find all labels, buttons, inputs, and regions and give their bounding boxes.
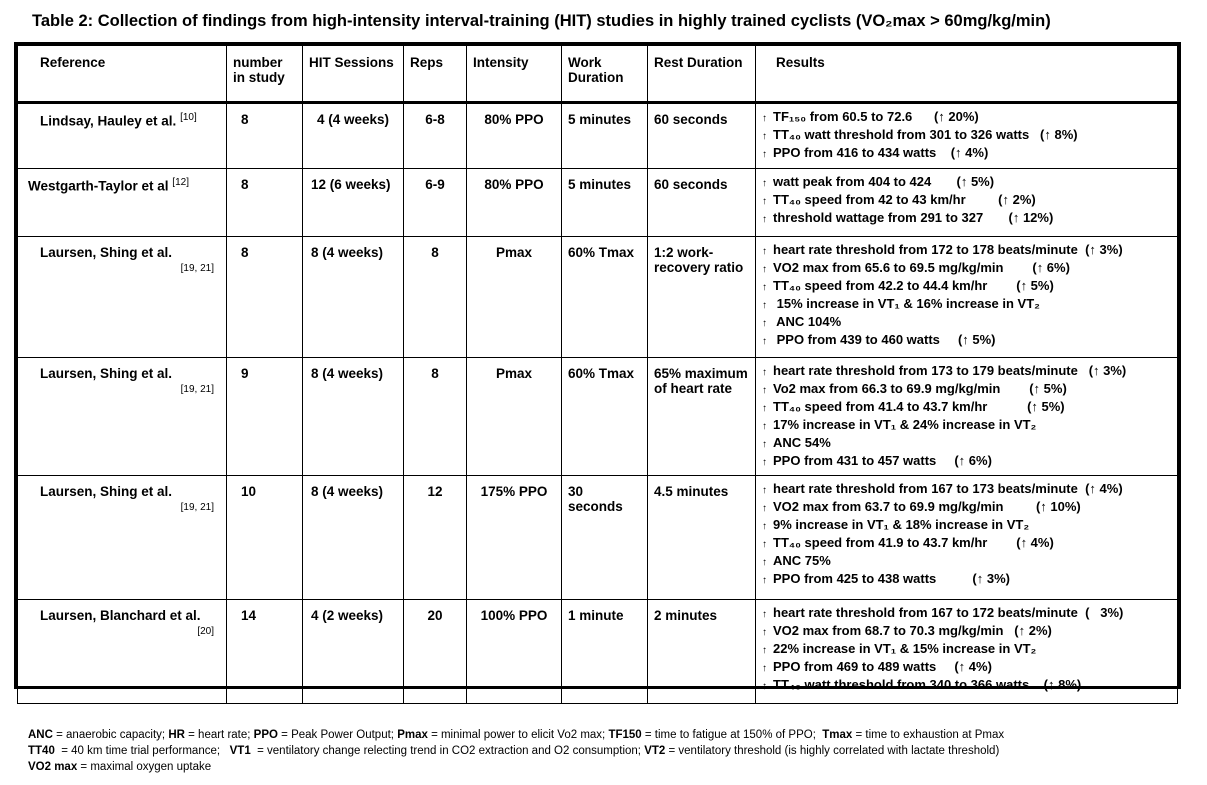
cell-work-duration: 5 minutes [562, 103, 648, 169]
result-text: threshold wattage from 291 to 327 (↑ 12%) [773, 210, 1054, 225]
cell-sessions: 12 (6 weeks) [303, 169, 404, 237]
up-arrow-icon: ↑ [762, 627, 767, 638]
header-work-duration: Work Duration [562, 46, 648, 103]
cell-sessions: 8 (4 weeks) [303, 237, 404, 358]
result-item [762, 174, 1171, 192]
cell-sessions: 4 (4 weeks) [303, 103, 404, 169]
cell-number: 8 [227, 169, 303, 237]
up-arrow-icon: ↑ [762, 403, 767, 414]
result-item [762, 145, 1171, 163]
legend-definition: = 40 km time trial performance; [54, 745, 230, 757]
result-text: TT₄₀ speed from 42.2 to 44.4 km/hr (↑ 5%) [773, 278, 1054, 293]
result-text: PPO from 416 to 434 watts (↑ 4%) [773, 145, 989, 160]
cell-results [756, 103, 1178, 169]
result-item [762, 381, 1171, 399]
legend-term: HR [168, 729, 185, 741]
up-arrow-icon: ↑ [762, 457, 767, 468]
header-intensity: Intensity [467, 46, 562, 103]
cell-results [756, 600, 1178, 704]
up-arrow-icon: ↑ [762, 557, 767, 568]
result-item [762, 278, 1171, 296]
cell-intensity: 175% PPO [467, 476, 562, 600]
legend-definition: = ventilatory change relecting trend in CO2 extraction and O2 consumption; [250, 745, 645, 757]
result-text: 15% increase in VT₁ & 16% increase in VT₂ [773, 296, 1040, 311]
cell-results [756, 358, 1178, 476]
result-item [762, 605, 1171, 623]
legend-definition: = heart rate; [184, 729, 254, 741]
result-item [762, 127, 1171, 145]
header-row [18, 46, 1178, 103]
cell-work-duration: 30 seconds [562, 476, 648, 600]
result-item [762, 453, 1171, 471]
header-reference: Reference [18, 46, 227, 103]
up-arrow-icon: ↑ [762, 645, 767, 656]
cell-reference [18, 600, 227, 704]
cell-rest-duration: 60 seconds [648, 103, 756, 169]
result-text: TT₄₀ watt threshold from 301 to 326 watts (↑ 8%) [773, 127, 1078, 142]
cell-intensity: 100% PPO [467, 600, 562, 704]
cell-intensity: Pmax [467, 237, 562, 358]
cell-reference [18, 103, 227, 169]
table-row [18, 169, 1178, 237]
legend-term: VT2 [644, 745, 666, 757]
up-arrow-icon: ↑ [762, 439, 767, 450]
up-arrow-icon: ↑ [762, 521, 767, 532]
legend-term: PPO [253, 729, 278, 741]
cell-sessions: 4 (2 weeks) [303, 600, 404, 704]
result-item [762, 417, 1171, 435]
result-text: heart rate threshold from 172 to 178 beats/minute (↑ 3%) [773, 242, 1123, 257]
legend-line-2 [28, 743, 1198, 759]
up-arrow-icon: ↑ [762, 149, 767, 160]
result-item [762, 553, 1171, 571]
cell-reps: 12 [404, 476, 467, 600]
legend-term: TT40 [28, 745, 55, 757]
table-title: Table 2: Collection of findings from high-intensity interval-training (HIT) studies in highly trained cyclists (VO₂max > 60mg/kg/min) [32, 12, 1051, 30]
citation: [12] [172, 177, 189, 188]
up-arrow-icon: ↑ [762, 282, 767, 293]
cell-sessions: 8 (4 weeks) [303, 476, 404, 600]
result-text: watt peak from 404 to 424 (↑ 5%) [773, 174, 995, 189]
cell-reps: 6-9 [404, 169, 467, 237]
result-text: TT₄₀ watt threshold from 340 to 366 watts (↑ 8%) [773, 677, 1082, 692]
result-item [762, 399, 1171, 417]
cell-reps: 8 [404, 237, 467, 358]
result-text: TT₄₀ speed from 41.9 to 43.7 km/hr (↑ 4%) [773, 535, 1054, 550]
table-row [18, 358, 1178, 476]
up-arrow-icon: ↑ [762, 178, 767, 189]
cell-number: 8 [227, 103, 303, 169]
citation: [10] [180, 112, 197, 123]
legend-definition: = maximal oxygen uptake [77, 761, 212, 773]
result-item [762, 677, 1171, 695]
legend-line-1 [28, 727, 1198, 743]
cell-reps: 6-8 [404, 103, 467, 169]
up-arrow-icon: ↑ [762, 300, 767, 311]
up-arrow-icon: ↑ [762, 385, 767, 396]
up-arrow-icon: ↑ [762, 503, 767, 514]
result-item [762, 363, 1171, 381]
legend-definition: = time to exhaustion at Pmax [852, 729, 1005, 741]
legend-term: Tmax [822, 729, 853, 741]
cell-work-duration: 60% Tmax [562, 237, 648, 358]
header-sessions: HIT Sessions [303, 46, 404, 103]
legend-term: VT1 [229, 745, 251, 757]
table-row [18, 600, 1178, 704]
cell-results [756, 169, 1178, 237]
legend-definition: = time to fatigue at 150% of PPO; [641, 729, 823, 741]
result-item [762, 192, 1171, 210]
up-arrow-icon: ↑ [762, 246, 767, 257]
citation: [20] [197, 626, 214, 637]
cell-rest-duration: 1:2 work-recovery ratio [648, 237, 756, 358]
cell-sessions: 8 (4 weeks) [303, 358, 404, 476]
table-legend [28, 727, 1198, 775]
result-item [762, 435, 1171, 453]
legend-term: VO2 max [28, 761, 78, 773]
result-item [762, 109, 1171, 127]
cell-reference [18, 169, 227, 237]
reference-text: Westgarth-Taylor et al [28, 178, 169, 194]
cell-work-duration: 5 minutes [562, 169, 648, 237]
citation: [19, 21] [180, 263, 214, 274]
result-text: ANC 54% [773, 435, 831, 450]
legend-term: TF150 [608, 729, 642, 741]
result-text: TT₄₀ speed from 42 to 43 km/hr (↑ 2%) [773, 192, 1036, 207]
cell-rest-duration: 2 minutes [648, 600, 756, 704]
result-item [762, 296, 1171, 314]
header-number: number in study [227, 46, 303, 103]
cell-number: 14 [227, 600, 303, 704]
result-text: PPO from 425 to 438 watts (↑ 3%) [773, 571, 1010, 586]
cell-intensity: 80% PPO [467, 103, 562, 169]
result-text: 9% increase in VT₁ & 18% increase in VT₂ [773, 517, 1030, 532]
up-arrow-icon: ↑ [762, 421, 767, 432]
result-text: ANC 75% [773, 553, 831, 568]
up-arrow-icon: ↑ [762, 663, 767, 674]
legend-term: Pmax [397, 729, 428, 741]
up-arrow-icon: ↑ [762, 609, 767, 620]
up-arrow-icon: ↑ [762, 113, 767, 124]
result-item [762, 641, 1171, 659]
citation: [19, 21] [180, 384, 214, 395]
up-arrow-icon: ↑ [762, 575, 767, 586]
legend-definition: = Peak Power Output; [277, 729, 398, 741]
cell-rest-duration: 4.5 minutes [648, 476, 756, 600]
up-arrow-icon: ↑ [762, 681, 767, 692]
header-rest-duration: Rest Duration [648, 46, 756, 103]
legend-line-3 [28, 759, 1198, 775]
result-text: VO2 max from 68.7 to 70.3 mg/kg/min (↑ 2%) [773, 623, 1052, 638]
reference-text: Laursen, Shing et al. [40, 484, 173, 499]
cell-intensity: 80% PPO [467, 169, 562, 237]
header-results: Results [756, 46, 1178, 103]
result-text: heart rate threshold from 167 to 172 beats/minute ( 3%) [773, 605, 1124, 620]
cell-reference [18, 358, 227, 476]
up-arrow-icon: ↑ [762, 336, 767, 347]
cell-reference [18, 476, 227, 600]
up-arrow-icon: ↑ [762, 539, 767, 550]
up-arrow-icon: ↑ [762, 131, 767, 142]
result-item [762, 571, 1171, 589]
table-row [18, 237, 1178, 358]
cell-results [756, 237, 1178, 358]
cell-work-duration: 1 minute [562, 600, 648, 704]
result-text: heart rate threshold from 173 to 179 beats/minute (↑ 3%) [773, 363, 1127, 378]
result-text: PPO from 469 to 489 watts (↑ 4%) [773, 659, 992, 674]
result-item [762, 332, 1171, 350]
result-item [762, 260, 1171, 278]
cell-reps: 8 [404, 358, 467, 476]
cell-number: 10 [227, 476, 303, 600]
result-text: 22% increase in VT₁ & 15% increase in VT₂ [773, 641, 1037, 656]
up-arrow-icon: ↑ [762, 367, 767, 378]
result-text: TT₄₀ speed from 41.4 to 43.7 km/hr (↑ 5%) [773, 399, 1065, 414]
up-arrow-icon: ↑ [762, 264, 767, 275]
cell-number: 9 [227, 358, 303, 476]
up-arrow-icon: ↑ [762, 318, 767, 329]
result-text: VO2 max from 63.7 to 69.9 mg/kg/min (↑ 10%) [773, 499, 1081, 514]
table-row [18, 103, 1178, 169]
result-item [762, 210, 1171, 228]
cell-intensity: Pmax [467, 358, 562, 476]
result-text: heart rate threshold from 167 to 173 beats/minute (↑ 4%) [773, 481, 1123, 496]
reference-text: Laursen, Blanchard et al. [40, 608, 201, 623]
reference-text: Laursen, Shing et al. [40, 245, 173, 260]
result-text: Vo2 max from 66.3 to 69.9 mg/kg/min (↑ 5%) [773, 381, 1067, 396]
result-item [762, 659, 1171, 677]
up-arrow-icon: ↑ [762, 196, 767, 207]
result-item [762, 242, 1171, 260]
reference-text: Laursen, Shing et al. [40, 366, 173, 381]
result-text: ANC 104% [773, 314, 842, 329]
cell-rest-duration: 65% maximum of heart rate [648, 358, 756, 476]
reference-text: Lindsay, Hauley et al. [40, 113, 177, 129]
table-row [18, 476, 1178, 600]
cell-reference [18, 237, 227, 358]
result-item [762, 499, 1171, 517]
legend-term: ANC [28, 729, 53, 741]
result-text: PPO from 439 to 460 watts (↑ 5%) [773, 332, 996, 347]
legend-definition: = ventilatory threshold (is highly correlated with lactate threshold) [665, 745, 1000, 757]
result-item [762, 535, 1171, 553]
cell-number: 8 [227, 237, 303, 358]
result-text: PPO from 431 to 457 watts (↑ 6%) [773, 453, 992, 468]
result-item [762, 517, 1171, 535]
result-item [762, 314, 1171, 332]
cell-reps: 20 [404, 600, 467, 704]
cell-results [756, 476, 1178, 600]
legend-definition: = minimal power to elicit Vo2 max; [427, 729, 609, 741]
result-text: TF₁₅₀ from 60.5 to 72.6 (↑ 20%) [773, 109, 979, 124]
result-text: 17% increase in VT₁ & 24% increase in VT₂ [773, 417, 1037, 432]
citation: [19, 21] [180, 502, 214, 513]
up-arrow-icon: ↑ [762, 485, 767, 496]
legend-definition: = anaerobic capacity; [52, 729, 169, 741]
result-item [762, 481, 1171, 499]
header-reps: Reps [404, 46, 467, 103]
result-text: VO2 max from 65.6 to 69.5 mg/kg/min (↑ 6%) [773, 260, 1070, 275]
findings-table [14, 42, 1181, 692]
result-item [762, 623, 1171, 641]
cell-work-duration: 60% Tmax [562, 358, 648, 476]
up-arrow-icon: ↑ [762, 214, 767, 225]
cell-rest-duration: 60 seconds [648, 169, 756, 237]
